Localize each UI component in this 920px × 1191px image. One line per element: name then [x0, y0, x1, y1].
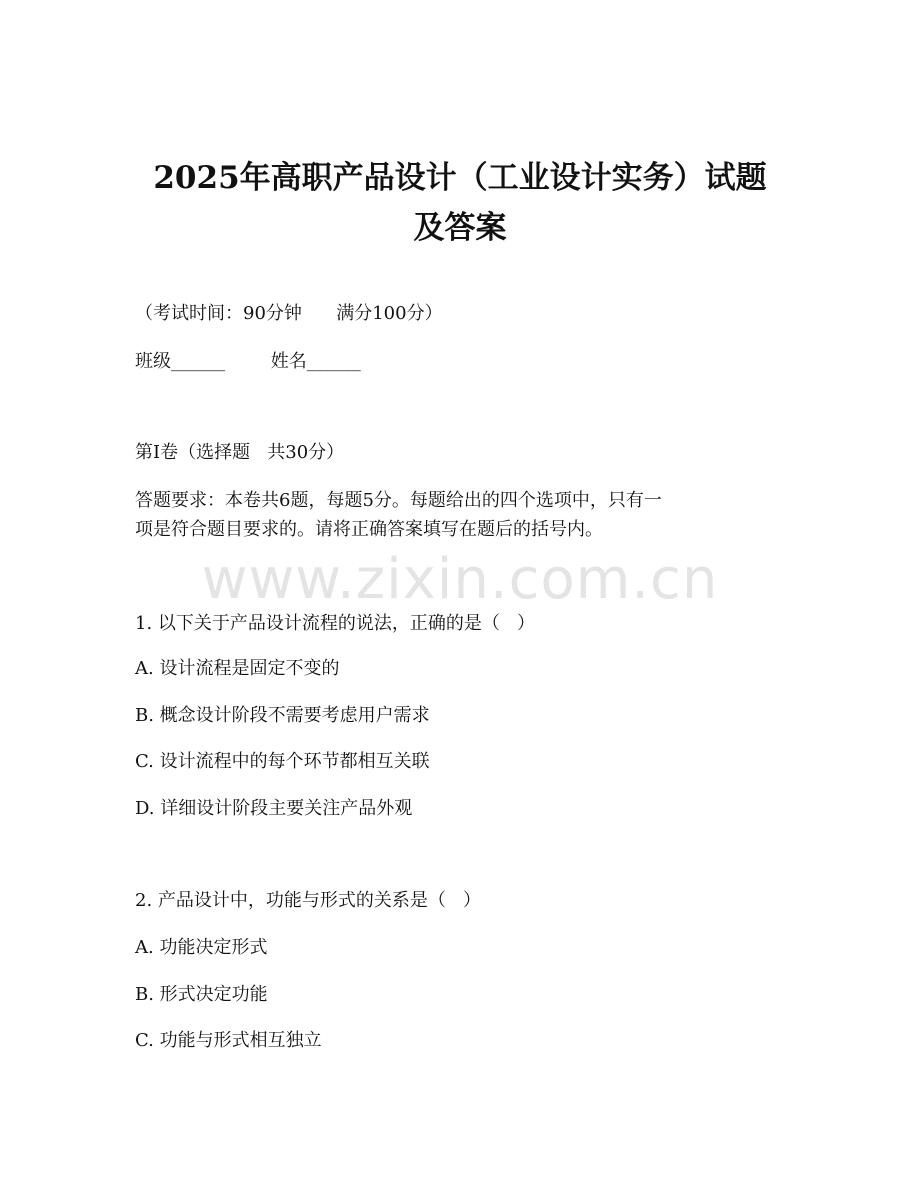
class-name-fields: 班级______ 姓名______ [135, 351, 361, 372]
exam-info: （考试时间：90分钟 满分100分） [135, 303, 443, 324]
document-title-line-1: 2025年高职产品设计（工业设计实务）试题 [153, 160, 767, 196]
question-stem: 2. 产品设计中，功能与形式的关系是（ ） [135, 890, 482, 911]
instructions-line-2: 项是符合题目要求的。请将正确答案填写在题后的括号内。 [135, 519, 603, 540]
answer-option: B. 概念设计阶段不需要考虑用户需求 [135, 705, 430, 726]
instructions-line-1: 答题要求：本卷共6题，每题5分。每题给出的四个选项中，只有一 [135, 490, 662, 511]
answer-option: A. 功能决定形式 [135, 937, 268, 958]
answer-option: C. 设计流程中的每个环节都相互关联 [135, 751, 430, 772]
question-stem: 1. 以下关于产品设计流程的说法，正确的是（ ） [135, 613, 536, 634]
answer-option: A. 设计流程是固定不变的 [135, 658, 340, 679]
section-heading: 第I卷（选择题 共30分） [135, 442, 345, 463]
answer-option: D. 详细设计阶段主要关注产品外观 [135, 798, 413, 819]
watermark-text: www.zixin.com.cn [201, 547, 719, 612]
document-title-line-2: 及答案 [413, 210, 507, 246]
answer-option: C. 功能与形式相互独立 [135, 1030, 322, 1051]
answer-option: B. 形式决定功能 [135, 984, 268, 1005]
